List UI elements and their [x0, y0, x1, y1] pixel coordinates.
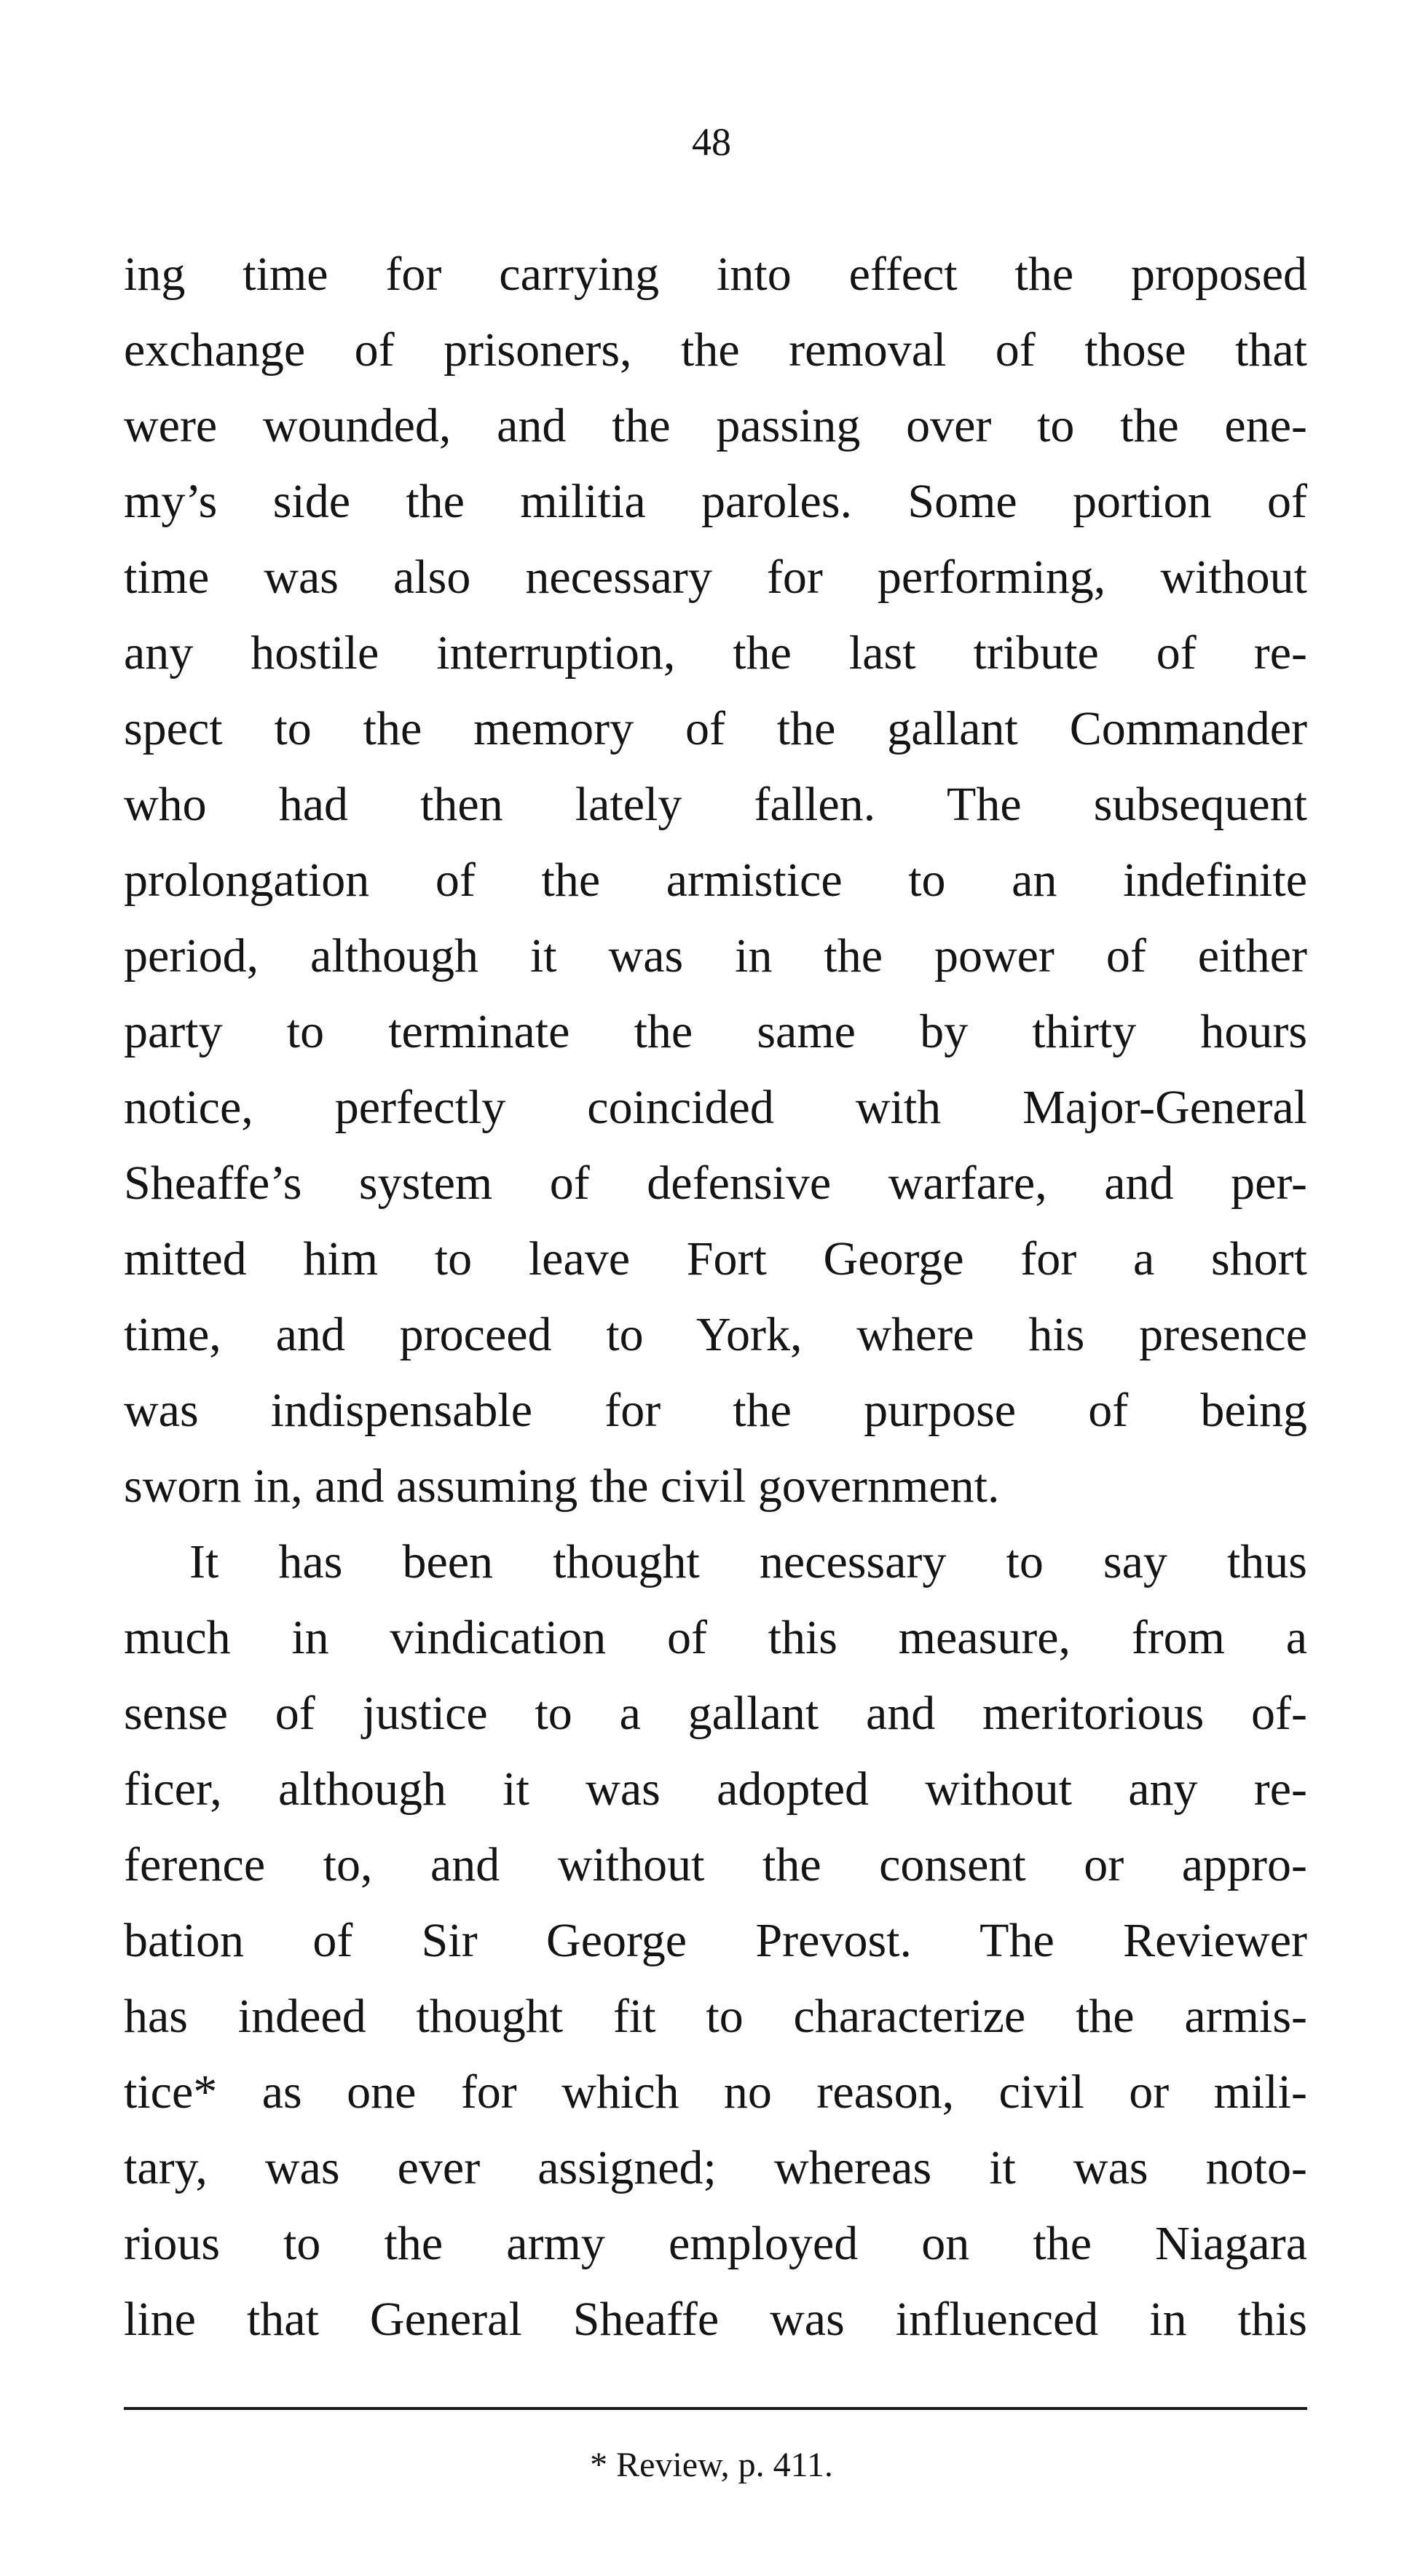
text-line: exchange of prisoners, the removal of those that	[124, 323, 1307, 377]
text-line: my’s side the militia paroles. Some portion of	[124, 475, 1307, 528]
text-line: were wounded, and the passing over to the ene-	[124, 399, 1307, 452]
text-line: ing time for carrying into effect the proposed	[124, 248, 1307, 301]
text-line: tary, was ever assigned; whereas it was noto-	[124, 2141, 1307, 2194]
footnote-divider	[124, 2407, 1307, 2410]
text-line: who had then lately fallen. The subsequent	[124, 778, 1307, 831]
text-line: period, although it was in the power of either	[124, 929, 1307, 982]
text-line: time was also necessary for performing, without	[124, 551, 1307, 604]
text-line: mitted him to leave Fort George for a short	[124, 1232, 1307, 1285]
text-line: party to terminate the same by thirty hours	[124, 1005, 1307, 1058]
text-line: Sheaffe’s system of defensive warfare, and per-	[124, 1157, 1307, 1210]
text-line: line that General Sheaffe was influenced in this	[124, 2293, 1307, 2346]
body-text	[124, 237, 1307, 2358]
text-line: ficer, although it was adopted without any re-	[124, 1762, 1307, 1816]
text-line: It has been thought necessary to say thus	[189, 1535, 1307, 1588]
text-line: was indispensable for the purpose of being	[124, 1384, 1307, 1437]
text-line: ference to, and without the consent or appro-	[124, 1838, 1307, 1891]
text-line: rious to the army employed on the Niagara	[124, 2217, 1307, 2270]
text-line: sworn in, and assuming the civil government.	[124, 1460, 1000, 1513]
page-number: 48	[692, 120, 731, 164]
text-line: tice* as one for which no reason, civil or mili-	[124, 2065, 1307, 2119]
text-line: notice, perfectly coincided with Major-General	[124, 1081, 1307, 1134]
text-line: prolongation of the armistice to an indefinite	[124, 854, 1307, 907]
text-line: has indeed thought fit to characterize the armis-	[124, 1990, 1307, 2043]
text-line: much in vindication of this measure, from a	[124, 1611, 1307, 1664]
text-line: sense of justice to a gallant and meritorious of-	[124, 1687, 1307, 1740]
text-line: time, and proceed to York, where his presence	[124, 1308, 1307, 1361]
text-line: spect to the memory of the gallant Commander	[124, 702, 1307, 755]
footnote: * Review, p. 411.	[590, 2446, 833, 2484]
text-line: any hostile interruption, the last tribute of re-	[124, 626, 1307, 680]
text-line: bation of Sir George Prevost. The Reviewer	[124, 1914, 1307, 1967]
